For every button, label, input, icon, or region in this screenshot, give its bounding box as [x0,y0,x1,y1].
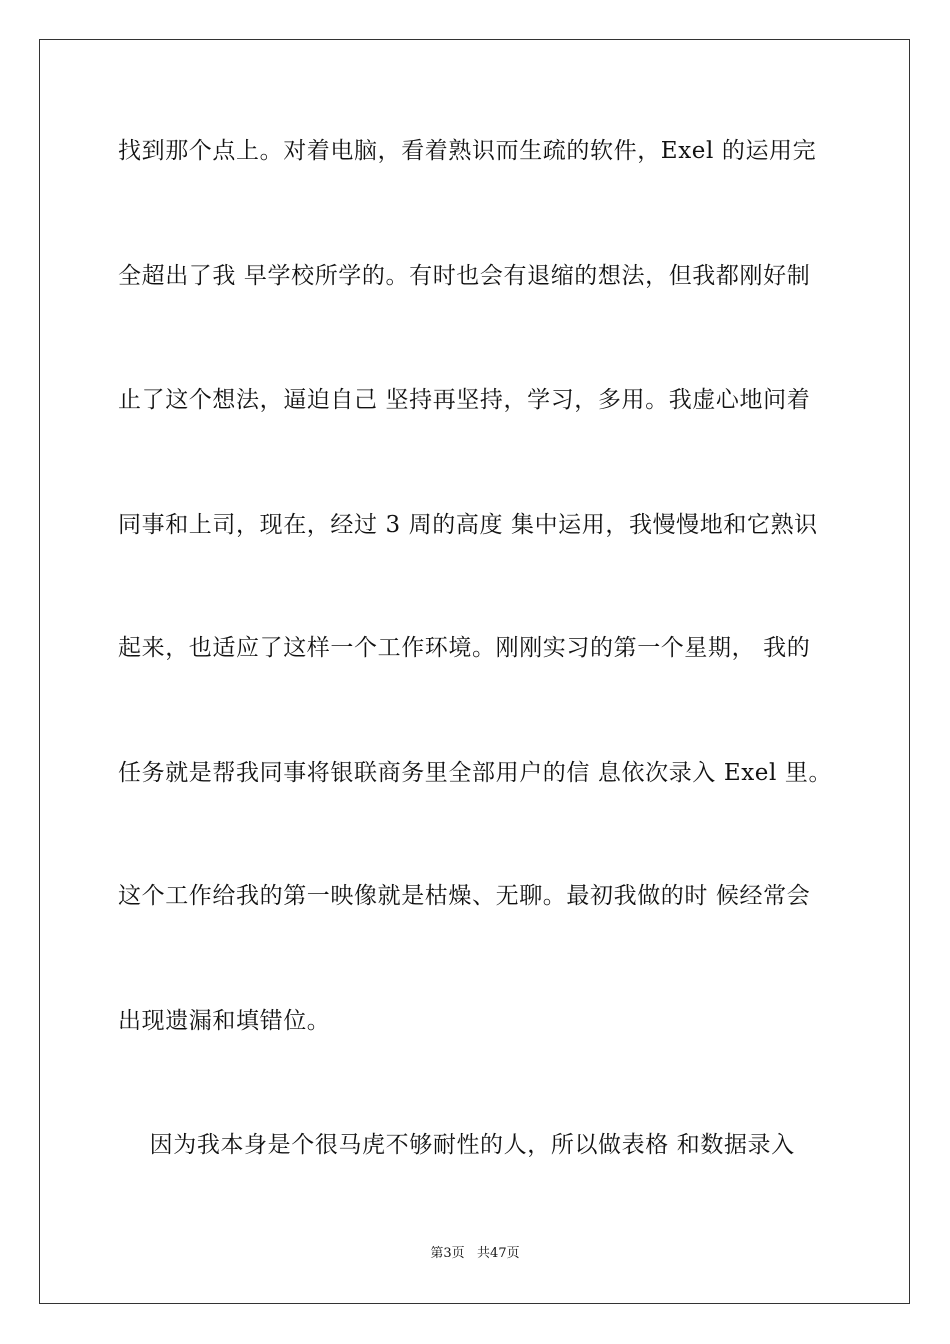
text-line: 这个工作给我的第一映像就是枯燥、无聊。最初我做的时 候经常会 [118,883,811,909]
text-line: 止了这个想法，逼迫自己 坚持再坚持，学习，多用。我虚心地问着 [118,387,811,413]
text-line: 起来，也适应了这样一个工作环境。刚刚实习的第一个星期， 我的 [118,635,811,661]
page-number-footer: 第3页 共47页 [430,1246,520,1261]
page-border [39,39,910,1304]
text-line: 全超出了我 早学校所学的。有时也会有退缩的想法，但我都刚好制 [118,263,811,289]
text-line: 出现遗漏和填错位。 [118,1008,331,1034]
paragraph-start-line: 因为我本身是个很马虎不够耐性的人，所以做表格 和数据录入 [118,1132,795,1158]
text-line: 任务就是帮我同事将银联商务里全部用户的信 息依次录入 Exel 里。 [118,760,833,786]
text-line: 同事和上司，现在，经过 3 周的高度 集中运用，我慢慢地和它熟识 [118,512,818,538]
text-line: 找到那个点上。对着电脑，看着熟识而生疏的软件，Exel 的运用完 [118,138,817,164]
